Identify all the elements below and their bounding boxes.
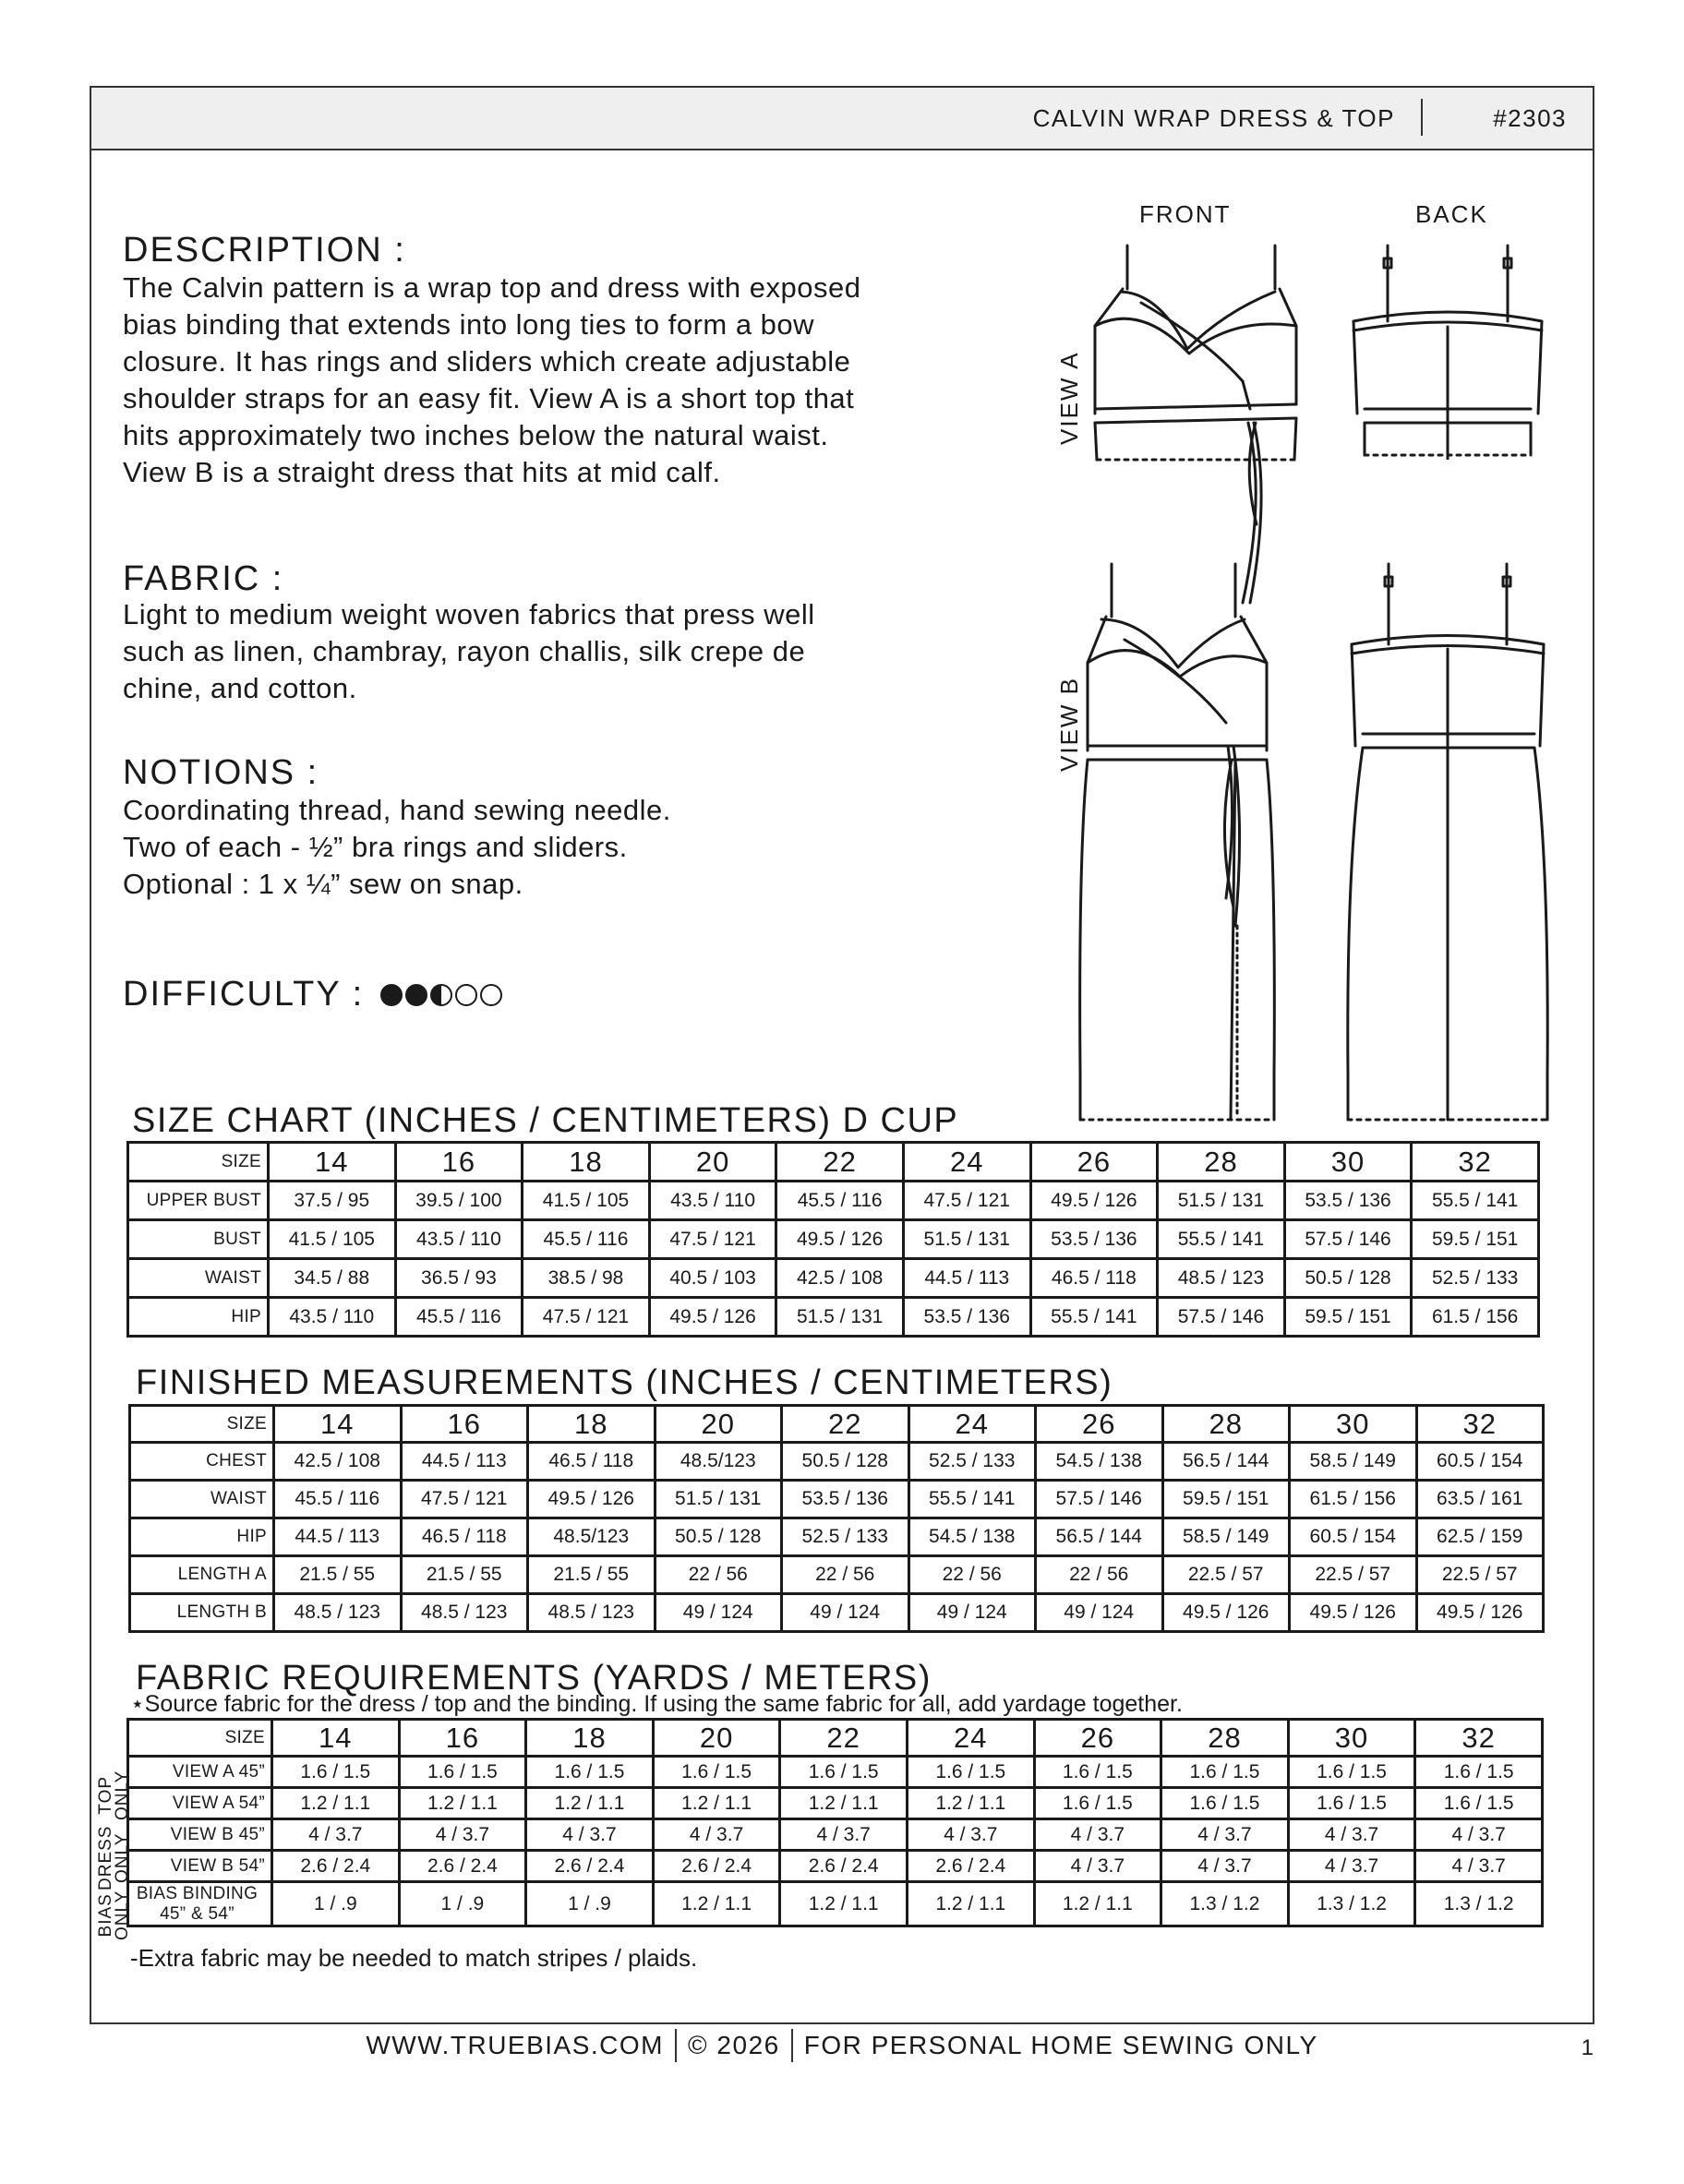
view-a-front-illustration bbox=[1086, 238, 1303, 607]
table-cell: 43.5 / 110 bbox=[269, 1298, 396, 1337]
table-cell: 53.5 / 136 bbox=[1030, 1220, 1158, 1259]
size-chart-title: SIZE CHART (INCHES / CENTIMETERS) D CUP bbox=[132, 1101, 959, 1140]
table-cell: 22.5 / 57 bbox=[1290, 1556, 1417, 1594]
table-cell: 52.5 / 133 bbox=[908, 1443, 1036, 1481]
table-cell: 2.6 / 2.4 bbox=[907, 1851, 1034, 1882]
footer-divider bbox=[791, 2029, 793, 2062]
table-cell: 48.5/123 bbox=[655, 1443, 782, 1481]
group-label-line: BIAS bbox=[96, 1893, 115, 1938]
difficulty-heading: DIFFICULTY : bbox=[123, 975, 365, 1014]
size-column-header: 14 bbox=[269, 1143, 396, 1182]
table-cell: 1 / .9 bbox=[272, 1882, 400, 1926]
table-cell: 49.5 / 126 bbox=[1416, 1594, 1544, 1632]
table-cell: 57.5 / 146 bbox=[1158, 1298, 1285, 1337]
row-label-line: 45” & 54” bbox=[160, 1903, 235, 1924]
table-cell: 1.6 / 1.5 bbox=[1288, 1757, 1415, 1788]
table-cell: 60.5 / 154 bbox=[1416, 1443, 1544, 1481]
table-row bbox=[128, 1819, 1543, 1851]
table-cell: 1.2 / 1.1 bbox=[272, 1788, 400, 1819]
table-cell: 4 / 3.7 bbox=[1288, 1851, 1415, 1882]
table-row bbox=[130, 1518, 1544, 1556]
row-label bbox=[128, 1882, 272, 1926]
table-cell: 53.5 / 136 bbox=[903, 1298, 1030, 1337]
difficulty-dot-icon bbox=[455, 984, 477, 1006]
bias-only-label bbox=[98, 1890, 131, 1940]
row-label: LENGTH B bbox=[130, 1594, 274, 1632]
table-row bbox=[130, 1594, 1544, 1632]
size-column-header: 32 bbox=[1415, 1720, 1543, 1757]
table-cell: 43.5 / 110 bbox=[395, 1220, 523, 1259]
table-row bbox=[128, 1259, 1539, 1298]
size-column-header: 14 bbox=[274, 1406, 402, 1443]
table-cell: 1.6 / 1.5 bbox=[1161, 1788, 1289, 1819]
size-label: SIZE bbox=[128, 1720, 272, 1757]
table-cell: 1.2 / 1.1 bbox=[399, 1788, 526, 1819]
size-column-header: 30 bbox=[1284, 1143, 1412, 1182]
table-row bbox=[128, 1182, 1539, 1220]
top-only-label bbox=[98, 1770, 131, 1820]
table-cell: 49.5 / 126 bbox=[649, 1298, 776, 1337]
size-column-header: 32 bbox=[1416, 1406, 1544, 1443]
table-cell: 1.6 / 1.5 bbox=[399, 1757, 526, 1788]
table-row bbox=[128, 1851, 1543, 1882]
table-cell: 50.5 / 128 bbox=[1284, 1259, 1412, 1298]
table-cell: 47.5 / 121 bbox=[649, 1220, 776, 1259]
table-cell: 22 / 56 bbox=[782, 1556, 909, 1594]
group-label-line: ONLY bbox=[113, 1890, 132, 1940]
table-cell: 49 / 124 bbox=[908, 1594, 1036, 1632]
fabric-line: such as linen, chambray, rayon challis, silk crepe de bbox=[123, 635, 806, 667]
table-cell: 49.5 / 126 bbox=[1030, 1182, 1158, 1220]
table-cell: 55.5 / 141 bbox=[1412, 1182, 1539, 1220]
table-cell: 45.5 / 116 bbox=[395, 1298, 523, 1337]
group-label-line: ONLY bbox=[113, 1770, 132, 1820]
fabric-footnote: -Extra fabric may be needed to match stripes / plaids. bbox=[130, 1944, 698, 1972]
table-cell: 48.5/123 bbox=[528, 1518, 656, 1556]
notions-line: Coordinating thread, hand sewing needle. bbox=[123, 794, 671, 826]
size-column-header: 28 bbox=[1158, 1143, 1285, 1182]
description-line: shoulder straps for an easy fit. View A is a short top that bbox=[123, 382, 855, 414]
table-cell: 50.5 / 128 bbox=[655, 1518, 782, 1556]
fabric-line: chine, and cotton. bbox=[123, 672, 357, 704]
view-b-front-illustration bbox=[1069, 557, 1291, 1124]
table-cell: 4 / 3.7 bbox=[1034, 1851, 1161, 1882]
table-cell: 48.5 / 123 bbox=[528, 1594, 656, 1632]
table-cell: 48.5 / 123 bbox=[274, 1594, 402, 1632]
table-cell: 59.5 / 151 bbox=[1284, 1298, 1412, 1337]
table-cell: 1.2 / 1.1 bbox=[653, 1882, 780, 1926]
table-cell: 41.5 / 105 bbox=[269, 1220, 396, 1259]
size-column-header: 24 bbox=[903, 1143, 1030, 1182]
table-cell: 60.5 / 154 bbox=[1290, 1518, 1417, 1556]
table-row bbox=[130, 1481, 1544, 1518]
website-link[interactable]: WWW.TRUEBIAS.COM bbox=[366, 2031, 665, 2059]
table-cell: 1.6 / 1.5 bbox=[1034, 1757, 1161, 1788]
table-row bbox=[128, 1788, 1543, 1819]
table-cell: 48.5 / 123 bbox=[1158, 1259, 1285, 1298]
table-cell: 58.5 / 149 bbox=[1162, 1518, 1290, 1556]
back-label: BACK bbox=[1415, 200, 1488, 228]
table-cell: 22.5 / 57 bbox=[1416, 1556, 1544, 1594]
table-cell: 63.5 / 161 bbox=[1416, 1481, 1544, 1518]
size-column-header: 22 bbox=[776, 1143, 904, 1182]
table-cell: 55.5 / 141 bbox=[1030, 1298, 1158, 1337]
table-cell: 42.5 / 108 bbox=[274, 1443, 402, 1481]
table-cell: 4 / 3.7 bbox=[1415, 1851, 1543, 1882]
size-column-header: 28 bbox=[1162, 1406, 1290, 1443]
size-label: SIZE bbox=[130, 1406, 274, 1443]
table-cell: 1.6 / 1.5 bbox=[272, 1757, 400, 1788]
table-cell: 4 / 3.7 bbox=[1415, 1819, 1543, 1851]
group-label-line: TOP bbox=[96, 1775, 115, 1815]
table-cell: 47.5 / 121 bbox=[523, 1298, 650, 1337]
table-row bbox=[130, 1443, 1544, 1481]
table-cell: 52.5 / 133 bbox=[1412, 1259, 1539, 1298]
table-cell: 59.5 / 151 bbox=[1162, 1481, 1290, 1518]
table-cell: 48.5 / 123 bbox=[401, 1594, 528, 1632]
table-cell: 62.5 / 159 bbox=[1416, 1518, 1544, 1556]
size-column-header: 22 bbox=[780, 1720, 908, 1757]
table-cell: 1.3 / 1.2 bbox=[1288, 1882, 1415, 1926]
table-cell: 1 / .9 bbox=[399, 1882, 526, 1926]
table-cell: 1.2 / 1.1 bbox=[780, 1882, 908, 1926]
table-cell: 46.5 / 118 bbox=[1030, 1259, 1158, 1298]
table-row bbox=[128, 1220, 1539, 1259]
size-column-header: 30 bbox=[1288, 1720, 1415, 1757]
table-cell: 47.5 / 121 bbox=[903, 1182, 1030, 1220]
view-a-label: VIEW A bbox=[1055, 351, 1083, 445]
table-cell: 4 / 3.7 bbox=[399, 1819, 526, 1851]
size-column-header: 26 bbox=[1034, 1720, 1161, 1757]
size-column-header: 24 bbox=[907, 1720, 1034, 1757]
table-cell: 1.6 / 1.5 bbox=[780, 1757, 908, 1788]
notions-line: Two of each - ½” bra rings and sliders. bbox=[123, 831, 628, 863]
notions-heading: NOTIONS : bbox=[123, 753, 319, 792]
usage-text: FOR PERSONAL HOME SEWING ONLY bbox=[803, 2031, 1318, 2059]
fabric-heading: FABRIC : bbox=[123, 559, 284, 598]
table-cell: 44.5 / 113 bbox=[401, 1443, 528, 1481]
table-cell: 22 / 56 bbox=[1036, 1556, 1163, 1594]
difficulty-rating bbox=[380, 984, 502, 1006]
size-column-header: 16 bbox=[401, 1406, 528, 1443]
table-cell: 47.5 / 121 bbox=[401, 1481, 528, 1518]
table-cell: 2.6 / 2.4 bbox=[780, 1851, 908, 1882]
size-column-header: 18 bbox=[523, 1143, 650, 1182]
table-cell: 1.2 / 1.1 bbox=[907, 1882, 1034, 1926]
copyright-text: © 2026 bbox=[688, 2031, 780, 2059]
fabric-requirements-table bbox=[126, 1718, 1544, 1927]
table-cell: 4 / 3.7 bbox=[653, 1819, 780, 1851]
table-cell: 21.5 / 55 bbox=[274, 1556, 402, 1594]
table-cell: 1.6 / 1.5 bbox=[907, 1757, 1034, 1788]
fabric-line: Light to medium weight woven fabrics that press well bbox=[123, 598, 815, 630]
table-cell: 44.5 / 113 bbox=[903, 1259, 1030, 1298]
table-cell: 1.6 / 1.5 bbox=[1288, 1788, 1415, 1819]
size-column-header: 28 bbox=[1161, 1720, 1289, 1757]
table-cell: 51.5 / 131 bbox=[655, 1481, 782, 1518]
table-cell: 37.5 / 95 bbox=[269, 1182, 396, 1220]
description-line: closure. It has rings and sliders which create adjustable bbox=[123, 345, 851, 378]
table-cell: 54.5 / 138 bbox=[1036, 1443, 1163, 1481]
table-cell: 1.2 / 1.1 bbox=[1034, 1882, 1161, 1926]
group-label-line: DRESS bbox=[96, 1825, 115, 1890]
table-cell: 2.6 / 2.4 bbox=[399, 1851, 526, 1882]
table-cell: 1.6 / 1.5 bbox=[1415, 1788, 1543, 1819]
table-cell: 36.5 / 93 bbox=[395, 1259, 523, 1298]
size-header-row bbox=[128, 1720, 1543, 1757]
row-label: VIEW A 54” bbox=[128, 1788, 272, 1819]
fabric-text bbox=[123, 596, 1009, 707]
view-b-label: VIEW B bbox=[1055, 676, 1083, 772]
difficulty-dot-icon bbox=[380, 984, 403, 1006]
table-cell: 1.3 / 1.2 bbox=[1161, 1882, 1289, 1926]
table-row bbox=[128, 1298, 1539, 1337]
table-cell: 53.5 / 136 bbox=[1284, 1182, 1412, 1220]
table-cell: 46.5 / 118 bbox=[528, 1443, 656, 1481]
size-column-header: 22 bbox=[782, 1406, 909, 1443]
pattern-number: #2303 bbox=[1493, 104, 1567, 132]
description-line: bias binding that extends into long ties to form a bow bbox=[123, 308, 815, 341]
table-cell: 21.5 / 55 bbox=[528, 1556, 656, 1594]
table-cell: 53.5 / 136 bbox=[782, 1481, 909, 1518]
size-column-header: 16 bbox=[395, 1143, 523, 1182]
description-line: View B is a straight dress that hits at mid calf. bbox=[123, 456, 721, 488]
row-label: HIP bbox=[128, 1298, 269, 1337]
table-cell: 21.5 / 55 bbox=[401, 1556, 528, 1594]
size-header-row bbox=[130, 1406, 1544, 1443]
table-cell: 49 / 124 bbox=[1036, 1594, 1163, 1632]
fabric-requirements-title: FABRIC REQUIREMENTS (YARDS / METERS) bbox=[136, 1659, 932, 1698]
table-cell: 51.5 / 131 bbox=[1158, 1182, 1285, 1220]
table-cell: 49.5 / 126 bbox=[1290, 1594, 1417, 1632]
table-cell: 55.5 / 141 bbox=[1158, 1220, 1285, 1259]
table-cell: 4 / 3.7 bbox=[1034, 1819, 1161, 1851]
table-cell: 2.6 / 2.4 bbox=[526, 1851, 654, 1882]
table-cell: 22 / 56 bbox=[908, 1556, 1036, 1594]
row-label-line: BIAS BINDING bbox=[136, 1883, 259, 1903]
finished-measurements-table bbox=[128, 1404, 1545, 1633]
difficulty-dot-icon bbox=[480, 984, 502, 1006]
row-label: WAIST bbox=[130, 1481, 274, 1518]
table-cell: 56.5 / 144 bbox=[1036, 1518, 1163, 1556]
table-cell: 51.5 / 131 bbox=[776, 1298, 904, 1337]
table-cell: 1.6 / 1.5 bbox=[653, 1757, 780, 1788]
table-cell: 42.5 / 108 bbox=[776, 1259, 904, 1298]
row-label: VIEW B 54” bbox=[128, 1851, 272, 1882]
table-cell: 57.5 / 146 bbox=[1284, 1220, 1412, 1259]
table-cell: 46.5 / 118 bbox=[401, 1518, 528, 1556]
table-cell: 2.6 / 2.4 bbox=[653, 1851, 780, 1882]
header-divider bbox=[1421, 99, 1423, 136]
table-cell: 43.5 / 110 bbox=[649, 1182, 776, 1220]
table-cell: 61.5 / 156 bbox=[1290, 1481, 1417, 1518]
description-heading: DESCRIPTION : bbox=[123, 231, 406, 270]
table-cell: 55.5 / 141 bbox=[908, 1481, 1036, 1518]
size-column-header: 18 bbox=[528, 1406, 656, 1443]
table-cell: 41.5 / 105 bbox=[523, 1182, 650, 1220]
description-text bbox=[123, 270, 1009, 491]
table-cell: 49.5 / 126 bbox=[776, 1220, 904, 1259]
table-cell: 4 / 3.7 bbox=[1161, 1819, 1289, 1851]
row-label: UPPER BUST bbox=[128, 1182, 269, 1220]
row-label: CHEST bbox=[130, 1443, 274, 1481]
row-label: WAIST bbox=[128, 1259, 269, 1298]
table-cell: 39.5 / 100 bbox=[395, 1182, 523, 1220]
footer-divider bbox=[675, 2029, 677, 2062]
pattern-title: CALVIN WRAP DRESS & TOP bbox=[1032, 104, 1395, 132]
row-label: VIEW B 45” bbox=[128, 1819, 272, 1851]
table-cell: 40.5 / 103 bbox=[649, 1259, 776, 1298]
table-row bbox=[130, 1556, 1544, 1594]
table-cell: 1.2 / 1.1 bbox=[780, 1788, 908, 1819]
view-b-back-illustration bbox=[1341, 557, 1555, 1124]
size-column-header: 20 bbox=[653, 1720, 780, 1757]
table-cell: 1.6 / 1.5 bbox=[526, 1757, 654, 1788]
size-column-header: 24 bbox=[908, 1406, 1036, 1443]
size-column-header: 20 bbox=[649, 1143, 776, 1182]
table-cell: 1.2 / 1.1 bbox=[907, 1788, 1034, 1819]
table-cell: 4 / 3.7 bbox=[907, 1819, 1034, 1851]
row-label: LENGTH A bbox=[130, 1556, 274, 1594]
table-cell: 1.2 / 1.1 bbox=[653, 1788, 780, 1819]
size-header-row bbox=[128, 1143, 1539, 1182]
table-cell: 49 / 124 bbox=[655, 1594, 782, 1632]
table-cell: 34.5 / 88 bbox=[269, 1259, 396, 1298]
table-row bbox=[128, 1882, 1543, 1926]
view-a-back-illustration bbox=[1346, 238, 1549, 460]
table-row bbox=[128, 1757, 1543, 1788]
size-column-header: 14 bbox=[272, 1720, 400, 1757]
table-cell: 57.5 / 146 bbox=[1036, 1481, 1163, 1518]
size-column-header: 16 bbox=[399, 1720, 526, 1757]
size-column-header: 26 bbox=[1036, 1406, 1163, 1443]
size-column-header: 18 bbox=[526, 1720, 654, 1757]
table-cell: 56.5 / 144 bbox=[1162, 1443, 1290, 1481]
row-label: VIEW A 45” bbox=[128, 1757, 272, 1788]
table-cell: 1.6 / 1.5 bbox=[1161, 1757, 1289, 1788]
row-label: HIP bbox=[130, 1518, 274, 1556]
fabric-requirements-note: ⋆Source fabric for the dress / top and the binding. If using the same fabric for all, add yardage together. bbox=[130, 1691, 1183, 1717]
table-cell: 1.3 / 1.2 bbox=[1415, 1882, 1543, 1926]
table-cell: 4 / 3.7 bbox=[526, 1819, 654, 1851]
table-cell: 52.5 / 133 bbox=[782, 1518, 909, 1556]
table-cell: 4 / 3.7 bbox=[1288, 1819, 1415, 1851]
table-cell: 45.5 / 116 bbox=[274, 1481, 402, 1518]
table-cell: 4 / 3.7 bbox=[1161, 1851, 1289, 1882]
size-column-header: 26 bbox=[1030, 1143, 1158, 1182]
table-cell: 45.5 / 116 bbox=[776, 1182, 904, 1220]
table-cell: 1.6 / 1.5 bbox=[1034, 1788, 1161, 1819]
table-cell: 38.5 / 98 bbox=[523, 1259, 650, 1298]
table-cell: 58.5 / 149 bbox=[1290, 1443, 1417, 1481]
description-line: hits approximately two inches below the natural waist. bbox=[123, 419, 829, 451]
description-line: The Calvin pattern is a wrap top and dress with exposed bbox=[123, 271, 861, 304]
row-label: BUST bbox=[128, 1220, 269, 1259]
table-cell: 54.5 / 138 bbox=[908, 1518, 1036, 1556]
table-cell: 61.5 / 156 bbox=[1412, 1298, 1539, 1337]
size-column-header: 30 bbox=[1290, 1406, 1417, 1443]
difficulty-dot-icon bbox=[405, 984, 427, 1006]
table-cell: 1 / .9 bbox=[526, 1882, 654, 1926]
table-cell: 2.6 / 2.4 bbox=[272, 1851, 400, 1882]
table-cell: 50.5 / 128 bbox=[782, 1443, 909, 1481]
page-number: 1 bbox=[1581, 2035, 1594, 2060]
size-column-header: 20 bbox=[655, 1406, 782, 1443]
size-label: SIZE bbox=[128, 1143, 269, 1182]
table-cell: 22 / 56 bbox=[655, 1556, 782, 1594]
group-label-line: ONLY bbox=[113, 1832, 132, 1883]
table-cell: 44.5 / 113 bbox=[274, 1518, 402, 1556]
page-footer bbox=[0, 2029, 1684, 2062]
table-cell: 51.5 / 131 bbox=[903, 1220, 1030, 1259]
table-cell: 49.5 / 126 bbox=[1162, 1594, 1290, 1632]
table-cell: 4 / 3.7 bbox=[272, 1819, 400, 1851]
difficulty-dot-icon bbox=[430, 984, 452, 1006]
front-label: FRONT bbox=[1139, 200, 1232, 228]
notions-text bbox=[123, 792, 1009, 903]
table-cell: 45.5 / 116 bbox=[523, 1220, 650, 1259]
dress-only-label bbox=[98, 1826, 131, 1890]
header-band bbox=[91, 88, 1593, 150]
table-cell: 59.5 / 151 bbox=[1412, 1220, 1539, 1259]
size-chart-table bbox=[126, 1141, 1540, 1338]
table-cell: 22.5 / 57 bbox=[1162, 1556, 1290, 1594]
table-cell: 49.5 / 126 bbox=[528, 1481, 656, 1518]
notions-line: Optional : 1 x ¼” sew on snap. bbox=[123, 868, 523, 900]
size-column-header: 32 bbox=[1412, 1143, 1539, 1182]
table-cell: 1.2 / 1.1 bbox=[526, 1788, 654, 1819]
table-cell: 49 / 124 bbox=[782, 1594, 909, 1632]
table-cell: 4 / 3.7 bbox=[780, 1819, 908, 1851]
table-cell: 1.6 / 1.5 bbox=[1415, 1757, 1543, 1788]
finished-measurements-title: FINISHED MEASUREMENTS (INCHES / CENTIMETERS) bbox=[136, 1363, 1113, 1402]
